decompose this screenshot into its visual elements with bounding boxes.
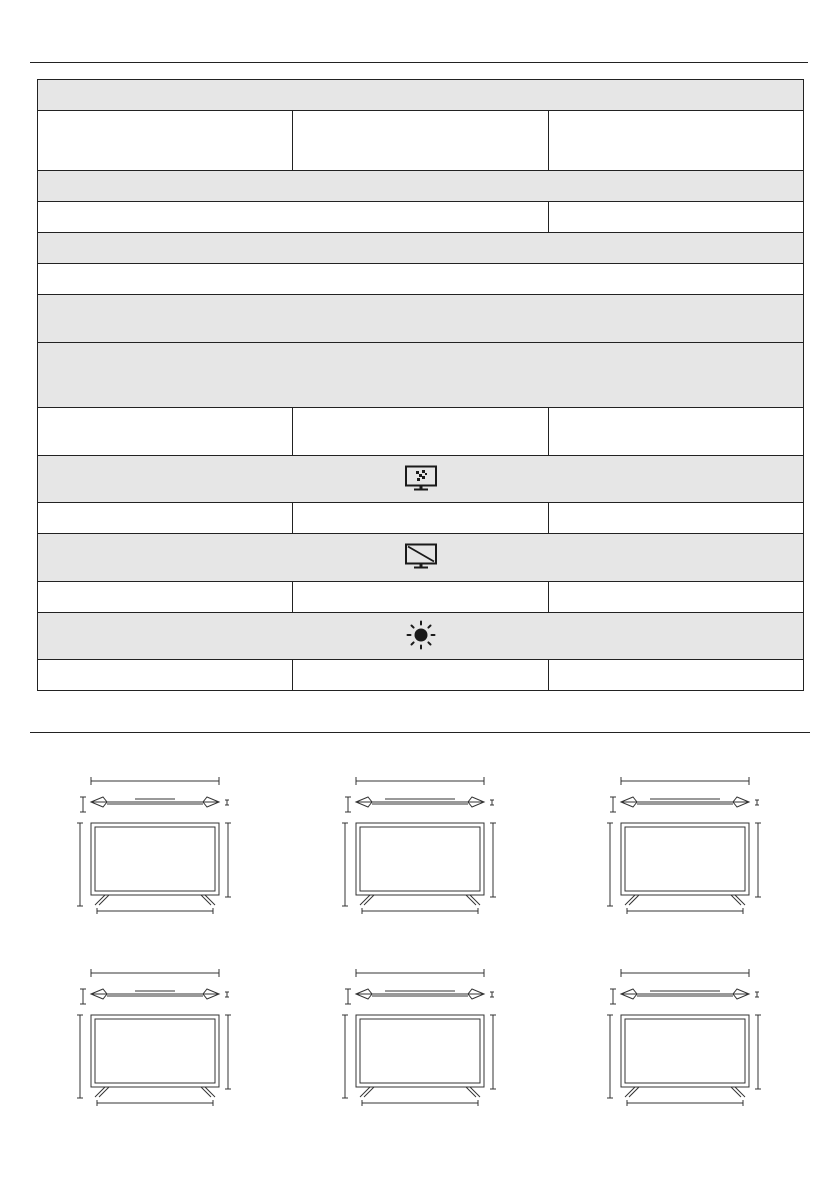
- table-row: [38, 582, 804, 613]
- table-cell: [549, 503, 804, 534]
- table-cell: [549, 408, 804, 456]
- tv-dimension-diagram-icon: [605, 967, 765, 1117]
- table-cell: [38, 456, 804, 503]
- tv-dimension-diagram-icon: [605, 775, 765, 925]
- section-divider: [30, 732, 810, 733]
- table-cell: [293, 503, 549, 534]
- table-cell: [38, 613, 804, 660]
- monitor-pixels-icon: [404, 465, 438, 494]
- table-header-row: [38, 171, 804, 202]
- tv-dimension-diagram-icon: [340, 775, 500, 925]
- table-header-row: [38, 80, 804, 111]
- table-header-row: [38, 295, 804, 343]
- table-cell: [38, 202, 549, 233]
- table-cell: [38, 534, 804, 582]
- table-row: [38, 202, 804, 233]
- table-icon-row: [38, 534, 804, 582]
- table-cell: [549, 202, 804, 233]
- table-cell: [38, 233, 804, 264]
- table-header-row: [38, 233, 804, 264]
- table-row: [38, 111, 804, 171]
- table-cell: [38, 582, 293, 613]
- specification-table: [37, 79, 804, 691]
- table-row: [38, 408, 804, 456]
- table-cell: [549, 660, 804, 691]
- tv-dimension-diagram-icon: [75, 967, 235, 1117]
- table-cell: [38, 295, 804, 343]
- table-row: [38, 503, 804, 534]
- monitor-off-icon: [404, 543, 438, 572]
- table-icon-row: [38, 456, 804, 503]
- table-cell: [38, 111, 293, 171]
- table-cell: [293, 111, 549, 171]
- table-cell: [293, 660, 549, 691]
- table-header-row: [38, 343, 804, 408]
- table-cell: [293, 582, 549, 613]
- table-cell: [38, 171, 804, 202]
- brightness-icon: [406, 620, 436, 653]
- table-row: [38, 264, 804, 295]
- tv-dimension-diagram-icon: [75, 775, 235, 925]
- table-icon-row: [38, 613, 804, 660]
- table-cell: [38, 264, 804, 295]
- table-cell: [38, 660, 293, 691]
- table-cell: [38, 343, 804, 408]
- top-divider: [30, 62, 808, 63]
- table-cell: [38, 408, 293, 456]
- tv-dimension-diagram-icon: [340, 967, 500, 1117]
- table-row: [38, 660, 804, 691]
- table-cell: [38, 503, 293, 534]
- table-cell: [293, 408, 549, 456]
- table-cell: [549, 111, 804, 171]
- table-cell: [38, 80, 804, 111]
- table-cell: [549, 582, 804, 613]
